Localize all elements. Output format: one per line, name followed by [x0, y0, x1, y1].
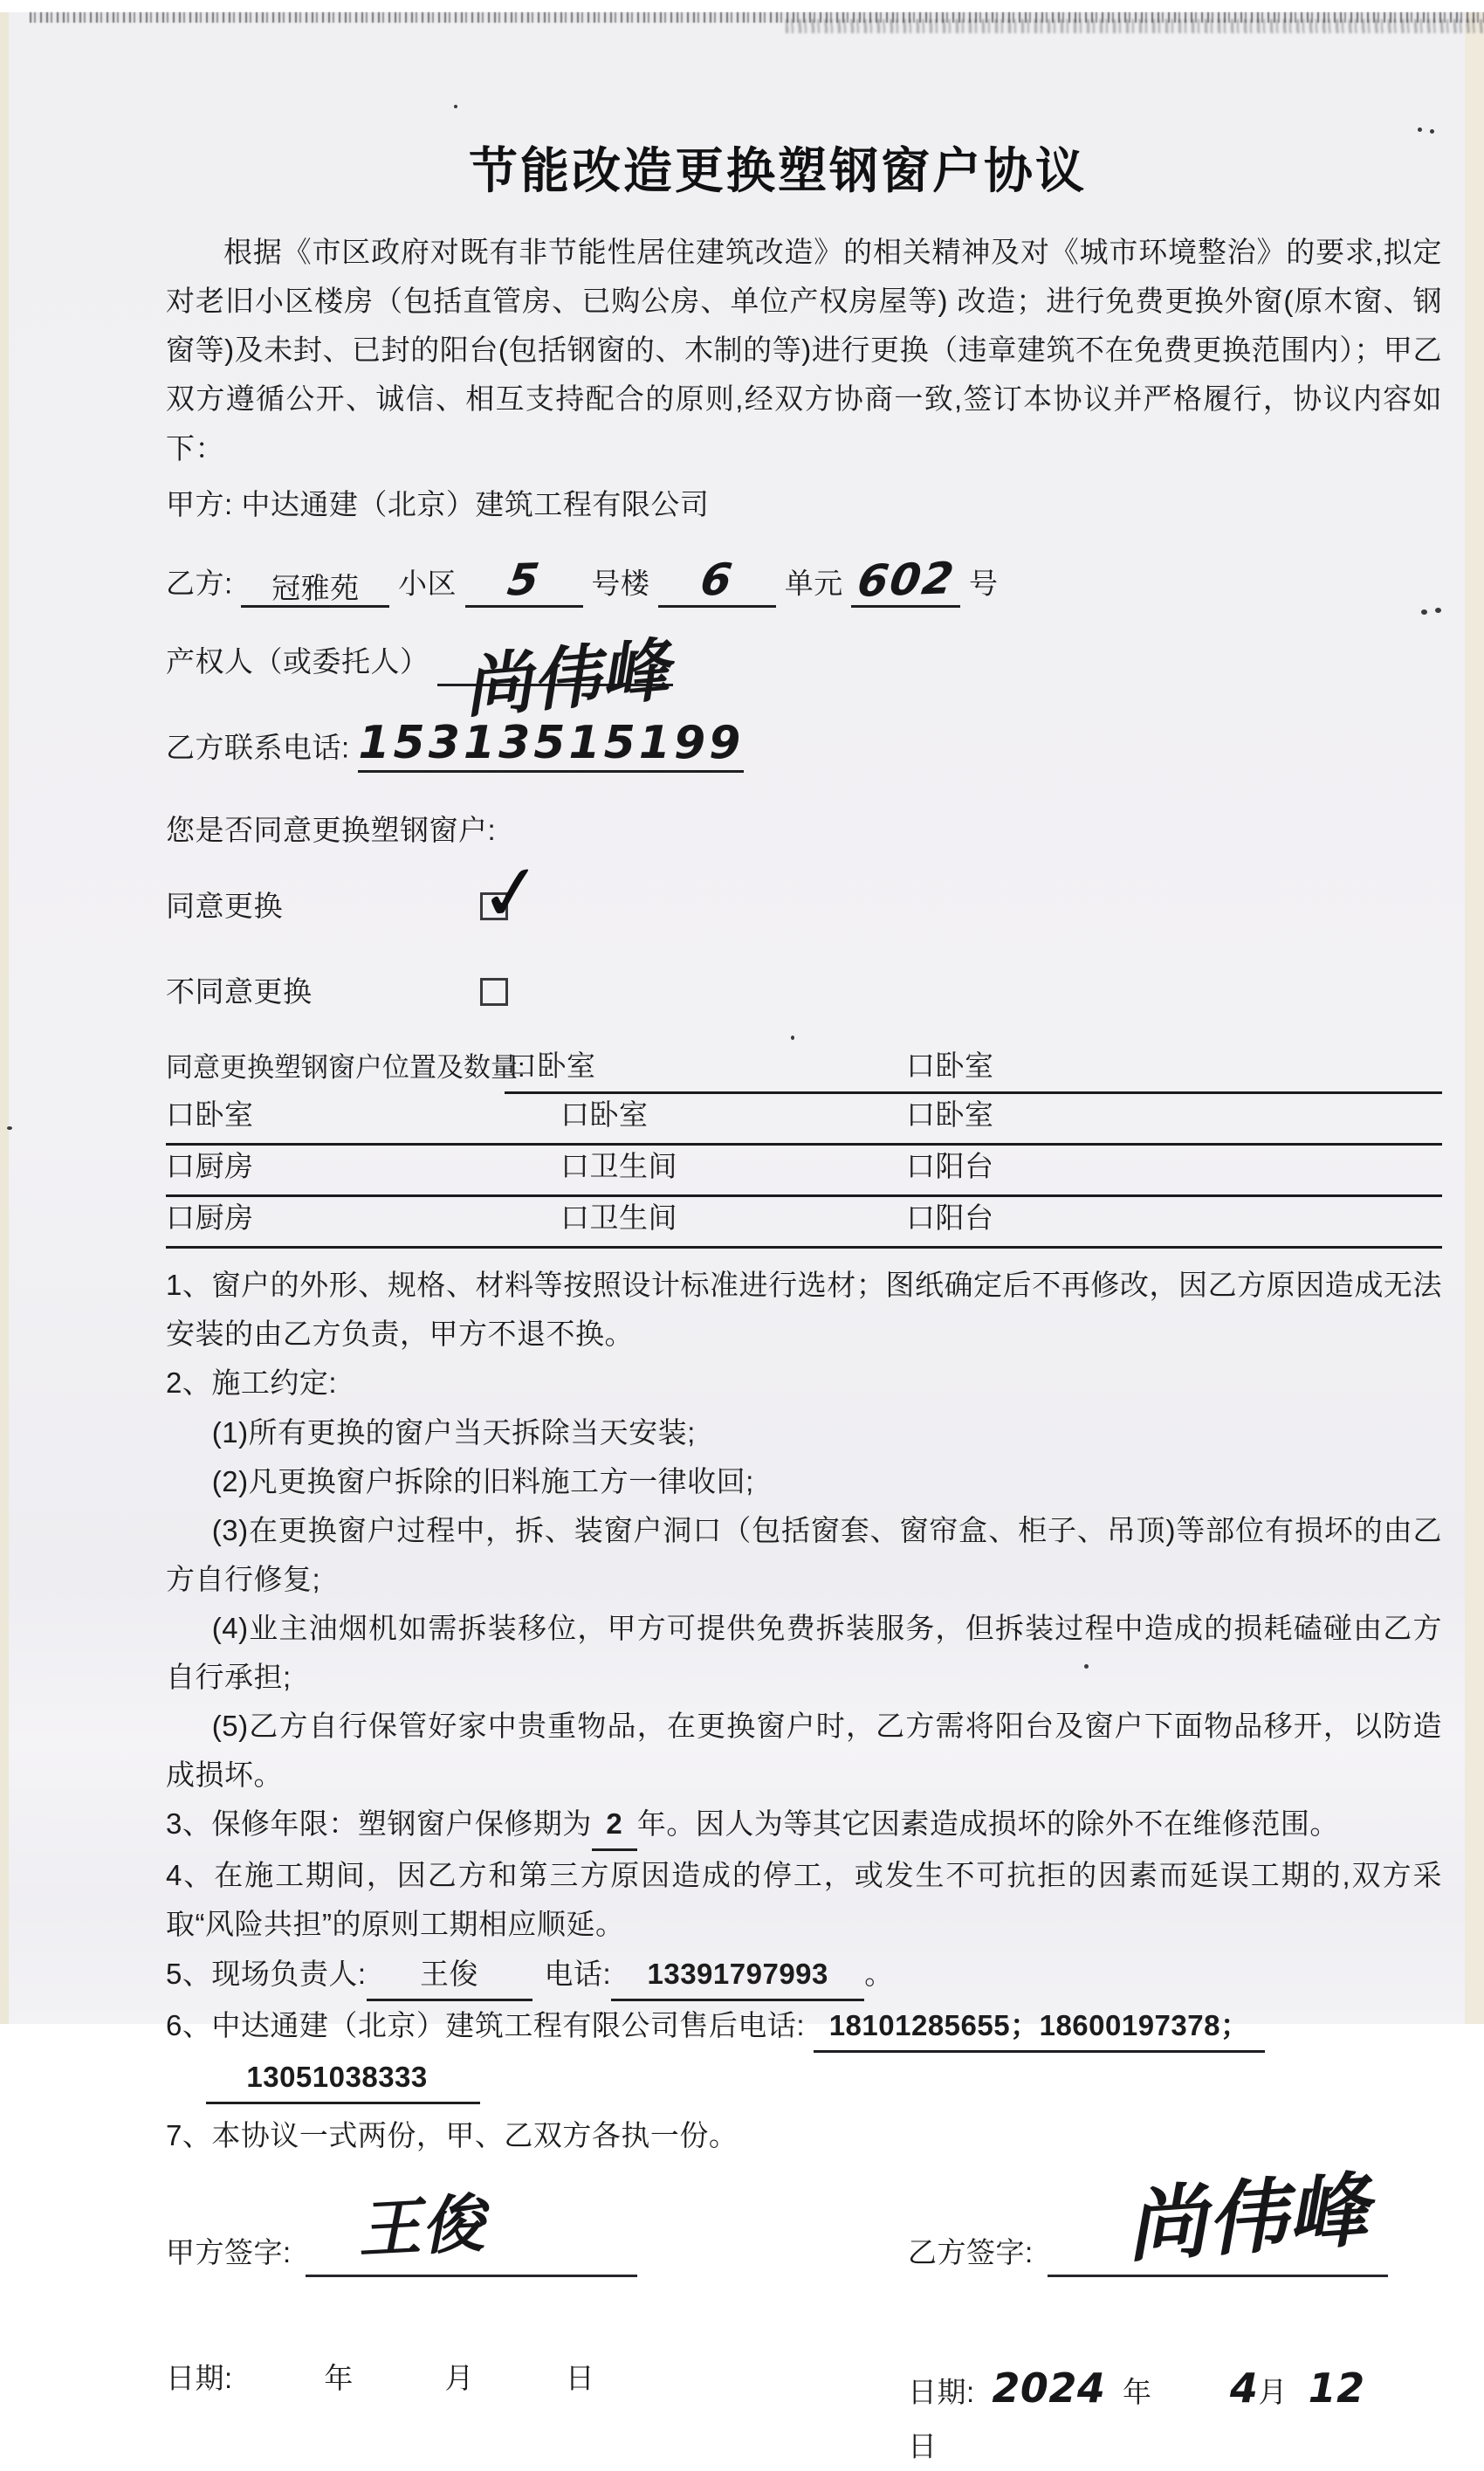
party-a-line — [166, 480, 1442, 529]
party-b-date-row — [794, 2354, 1442, 2471]
date-b-label: 日期: — [908, 2376, 975, 2409]
clause-2-title: 2、施工约定: — [166, 1366, 338, 1400]
party-a-date-row — [166, 2354, 794, 2471]
party-b-signature-label: 乙方签字: — [908, 2235, 1034, 2268]
unit-suffix: 单元 — [784, 567, 843, 600]
locations-row-0 — [166, 1047, 1442, 1094]
party-b-signature-line — [1048, 2163, 1388, 2277]
party-a-signature-row — [166, 2185, 794, 2277]
building-no-field — [465, 555, 583, 609]
agree-checkmark: ✓ — [474, 844, 549, 941]
party-b-signature-handwriting: 尚伟峰 — [1123, 2163, 1371, 2274]
locations-row-1 — [166, 1094, 1442, 1146]
location-cell: 口厨房 — [166, 1150, 254, 1183]
party-a-signature-label: 甲方签字: — [166, 2235, 292, 2268]
party-a-signature-line — [306, 2185, 637, 2277]
scan-speck — [454, 105, 457, 108]
document-title: 节能改造更换塑钢窗户协议 — [469, 145, 1087, 199]
clause-5-post: 。 — [864, 1957, 894, 1990]
date-a-month-label: 月 — [444, 2362, 475, 2395]
location-cell: 口卧室 — [906, 1050, 994, 1083]
locations-grid — [166, 1047, 1442, 1249]
aftersale-phones-field: 18101285655；18600197378； — [814, 2001, 1266, 2053]
date-a-year-label: 年 — [324, 2362, 354, 2395]
clause-2-item-1: (1)所有更换的窗户当天拆除当天安装; — [211, 1415, 696, 1449]
phone-line — [166, 718, 1442, 773]
party-a-signature-handwriting: 王俊 — [355, 2185, 486, 2267]
room-no-field — [851, 552, 960, 609]
agree-row — [166, 844, 1442, 941]
locations-lead: 同意更换塑钢窗户位置及数量: — [166, 1051, 526, 1083]
building-no-handwriting: 5 — [504, 554, 544, 606]
intro-paragraph: 根据《市区政府对既有非节能性居住建筑改造》的相关精神及对《城市环境整治》的要求,拟定对老旧小区楼房（包括直管房、已购公房、单位产权房屋等) 改造；进行免费更换外窗(原木窗、钢窗等)及未封、已封的阳台(包括钢窗的、木制的等)进行更换（违章建筑不在免费更换范围内）；甲乙双方遵循公开、诚信、相互支持配合的原则,经双方协商一致,签订本协议并严格履行，协议内容如下： — [166, 236, 1442, 465]
location-cell: 口阳台 — [906, 1150, 994, 1183]
clause-3 — [166, 1800, 1442, 1851]
disagree-label: 不同意更换 — [166, 975, 313, 1008]
location-cell: 口卫生间 — [560, 1201, 677, 1235]
clauses — [166, 1261, 1442, 2160]
page-left-edge — [0, 12, 9, 2024]
owner-signature-field — [437, 630, 673, 728]
disagree-row — [166, 967, 1442, 1017]
date-b-day-handwriting: 12 — [1308, 2364, 1365, 2412]
location-cell: 口卫生间 — [560, 1150, 677, 1183]
date-b-year-label: 年 — [1123, 2376, 1152, 2409]
scan-speck — [1418, 127, 1422, 132]
clause-5-pre: 5、现场负责人: — [166, 1957, 367, 1990]
unit-no-handwriting: 6 — [697, 554, 738, 606]
date-b-month-label: 月 — [1258, 2376, 1288, 2409]
site-manager-phone-field: 13391797993 — [611, 1950, 864, 2001]
agree-label: 同意更换 — [166, 890, 283, 923]
clause-7: 7、本协议一式两份，甲、乙双方各执一份。 — [166, 2118, 739, 2151]
location-cell: 口卧室 — [560, 1098, 649, 1132]
clause-2-item-2: (2)凡更换窗户拆除的旧料施工方一律收回; — [211, 1464, 754, 1497]
party-b-label: 乙方: — [166, 567, 233, 600]
locations-row-2 — [166, 1146, 1442, 1197]
date-a-label: 日期: — [166, 2362, 233, 2395]
phone-label: 乙方联系电话: — [166, 732, 350, 765]
disagree-checkbox — [480, 978, 508, 1006]
locations-row-3 — [166, 1197, 1442, 1249]
party-a-label: 甲方: — [166, 487, 242, 520]
warranty-years-field: 2 — [592, 1800, 637, 1851]
clause-2-item-5: (5)乙方自行保管好家中贵重物品，在更换窗户时，乙方需将阳台及窗户下面物品移开，以防造成损坏。 — [166, 1710, 1442, 1792]
clause-2-item-3: (3)在更换窗户过程中，拆、装窗户洞口（包括窗套、窗帘盒、柜子、吊顶)等部位有损坏的由乙方自行修复; — [166, 1513, 1442, 1595]
clause-5-mid: 电话: — [544, 1957, 612, 1990]
location-cell: 口厨房 — [166, 1201, 254, 1235]
phone-handwriting: 15313515199 — [358, 717, 745, 770]
party-a-value: 中达通建（北京）建筑工程有限公司 — [241, 487, 710, 520]
community-field: 冠雅苑 — [241, 572, 389, 608]
document-body — [166, 143, 1442, 2471]
phone-field — [358, 718, 744, 773]
signature-block — [166, 2163, 1442, 2277]
site-manager-field: 王俊 — [367, 1950, 532, 2001]
date-b-year-handwriting: 2024 — [992, 2364, 1106, 2412]
clause-4: 4、在施工期间，因乙方和第三方原因造成的停工，或发生不可抗拒的因素而延误工期的,双方采取“风险共担”的原则工期相应顺延。 — [166, 1859, 1442, 1941]
owner-label: 产权人（或委托人） — [166, 645, 429, 678]
clause-2-item-4: (4)业主油烟机如需拆装移位，甲方可提供免费拆装服务，但拆装过程中造成的损耗磕碰由乙方自行承担; — [166, 1611, 1442, 1693]
room-no-handwriting: 602 — [854, 552, 958, 607]
location-cell: 口卧室 — [906, 1098, 994, 1132]
aftersale-phone-3-field: 13051038333 — [206, 2053, 480, 2104]
unit-no-field — [658, 555, 776, 609]
scan-torn-edge-right — [786, 19, 1484, 33]
owner-line — [166, 630, 1442, 728]
scan-speck — [1430, 129, 1434, 134]
clause-6-line2 — [166, 2053, 1442, 2104]
location-cell: 口阳台 — [906, 1201, 994, 1235]
clause-3-post: 年。因人为等其它因素造成损坏的除外不在维修范围。 — [636, 1807, 1339, 1841]
date-b-month-handwriting: 4 — [1229, 2364, 1259, 2412]
date-block — [166, 2354, 1442, 2471]
room-suffix: 号 — [969, 567, 999, 600]
location-cell: 口卧室 — [166, 1098, 254, 1132]
location-cell: 口卧室 — [508, 1050, 596, 1083]
building-suffix: 号楼 — [591, 567, 650, 600]
agree-checkbox — [474, 844, 549, 941]
clause-1: 1、窗户的外形、规格、材料等按照设计标准进行选材；图纸确定后不再修改，因乙方原因造成无法安装的由乙方负责，甲方不退不换。 — [166, 1269, 1442, 1351]
community-suffix: 小区 — [398, 567, 457, 600]
party-b-signature-row — [794, 2163, 1442, 2277]
clause-3-pre: 3、保修年限：塑钢窗户保修期为 — [166, 1807, 592, 1841]
scan-speck — [7, 1126, 12, 1130]
clause-6 — [166, 2001, 1442, 2053]
clause-5 — [166, 1950, 1442, 2001]
clause-6-pre: 6、中达通建（北京）建筑工程有限公司售后电话: — [166, 2008, 806, 2041]
question-line: 您是否同意更换塑钢窗户: — [166, 814, 497, 847]
party-b-line — [166, 552, 1442, 609]
owner-signature-handwriting: 尚伟峰 — [460, 630, 673, 728]
date-b-day-label: 日 — [908, 2430, 938, 2463]
date-a-day-label: 日 — [565, 2362, 595, 2395]
page-right-edge — [1465, 12, 1484, 2024]
scanned-page — [0, 12, 1484, 2463]
